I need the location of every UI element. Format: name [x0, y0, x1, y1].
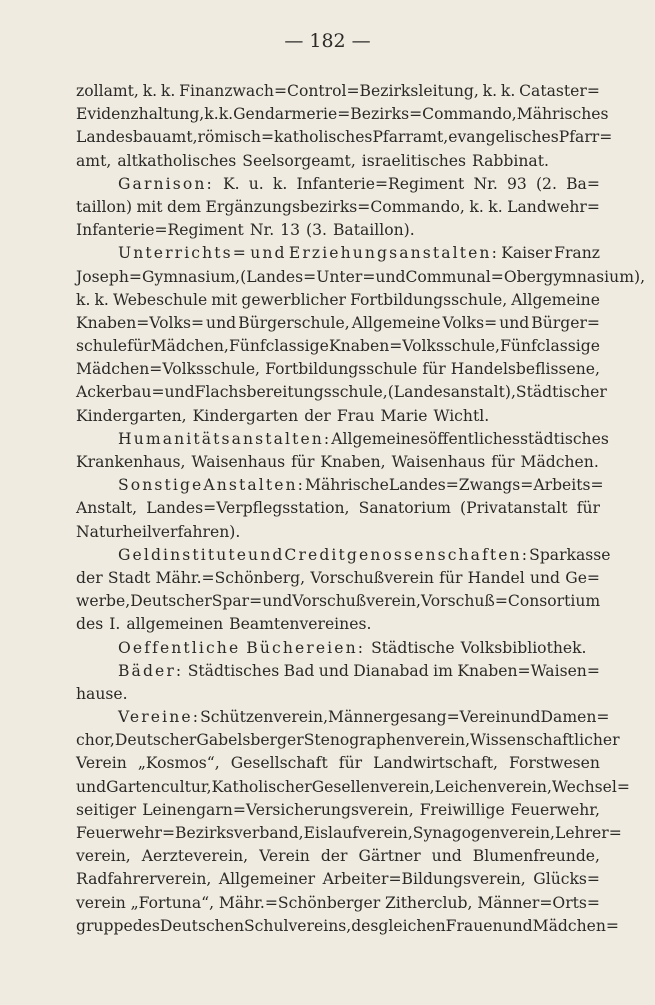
text-line: Kindergarten, Kindergarten der Frau Marie Wichtl. [76, 406, 490, 425]
text-line: Landesbauamt, römisch=katholisches Pfarramt, evangelisches Pfarr= [76, 128, 613, 147]
text-line: Oeffentliche Büchereien: Städtische Volksbibliothek. [118, 638, 587, 657]
text-line: des I. allgemeinen Beamtenvereines. [76, 615, 372, 634]
text-line: k. k. Webeschule mit gewerblicher Fortbildungsschule, Allgemeine [76, 290, 600, 309]
page-number: — 182 — [284, 30, 371, 52]
text-line: taillon) mit dem Ergänzungsbezirks=Commando, k. k. Landwehr= [76, 197, 600, 216]
text-line: verein, Aerzteverein, Verein der Gärtner und Blumenfreunde, [76, 847, 600, 866]
text-line: werbe, Deutscher Spar= und Vorschußverein, Vorschuß=Consortium [76, 592, 601, 611]
text-line: Sonstige Anstalten: Mährische Landes=Zwangs=Arbeits= [118, 476, 604, 495]
text-line: seitiger Leinengarn=Versicherungsverein, Freiwillige Feuerwehr, [76, 800, 600, 819]
text-line: Knaben=Volks= und Bürgerschule, Allgemeine Volks= und Bürger= [76, 313, 600, 332]
text-line: Evidenzhaltung, k. k. Gendarmerie=Bezirks=Commando, Mährisches [76, 105, 609, 124]
text-line: Ackerbau= und Flachsbereitungsschule, (Landesanstalt), Städtischer [76, 383, 607, 402]
text-line: Humanitätsanstalten: Allgemeines öffentliches städtisches [118, 429, 609, 448]
text-line: chor, Deutscher Gabelsberger Stenographenverein, Wissenschaftlicher [76, 731, 620, 750]
text-line: schule für Mädchen, Fünfclassige Knaben=Volksschule, Fünfclassige [76, 337, 600, 356]
text-line: Geldinstitute und Creditgenossenschaften: Sparkasse [118, 545, 611, 564]
text-line: amt, altkatholisches Seelsorgeamt, israelitisches Rabbinat. [76, 151, 549, 170]
text-line: Infanterie=Regiment Nr. 13 (3. Bataillon). [76, 221, 415, 240]
text-line: und Gartencultur, Katholischer Gesellenverein, Leichenverein, Wechsel= [76, 777, 630, 796]
body-text [76, 80, 646, 938]
text-line: Radfahrerverein, Allgemeiner Arbeiter=Bildungsverein, Glücks= [76, 870, 600, 889]
text-line: verein „Fortuna“, Mähr.=Schönberger Zitherclub, Männer=Orts= [76, 893, 600, 912]
text-line: Krankenhaus, Waisenhaus für Knaben, Waisenhaus für Mädchen. [76, 453, 599, 471]
text-line: Garnison: K. u. k. Infanterie=Regiment Nr. 93 (2. Ba= [118, 174, 600, 193]
text-line: Mädchen=Volksschule, Fortbildungsschule für Handelsbeflissene, [76, 360, 600, 379]
text-line: Feuerwehr=Bezirksverband, Eislaufverein, Synagogenverein, Lehrer= [76, 824, 622, 842]
text-line: der Stadt Mähr.=Schönberg, Vorschußverein für Handel und Ge= [76, 568, 600, 587]
text-line: Vereine: Schützenverein, Männergesang=Verein und Damen= [118, 708, 610, 727]
text-line: Bäder: Städtisches Bad und Dianabad im Knaben=Waisen= [118, 661, 600, 680]
text-line: hause. [76, 684, 128, 703]
text-line: Anstalt, Landes=Verpflegsstation, Sanatorium (Privatanstalt für [76, 499, 600, 518]
text-line: Naturheilverfahren). [76, 522, 241, 541]
text-line: zollamt, k. k. Finanzwach=Control=Bezirksleitung, k. k. Cataster= [76, 82, 600, 100]
text-line: Unterrichts= und Erziehungsanstalten: Kaiser Franz [118, 244, 600, 263]
text-line: Joseph=Gymnasium, (Landes=Unter= und Communal=Obergymnasium), [76, 267, 646, 286]
text-line: gruppe des Deutschen Schulvereins, desgleichen Frauen und Mädchen= [76, 916, 619, 935]
text-line: Verein „Kosmos“, Gesellschaft für Landwirtschaft, Forstwesen [76, 754, 600, 773]
